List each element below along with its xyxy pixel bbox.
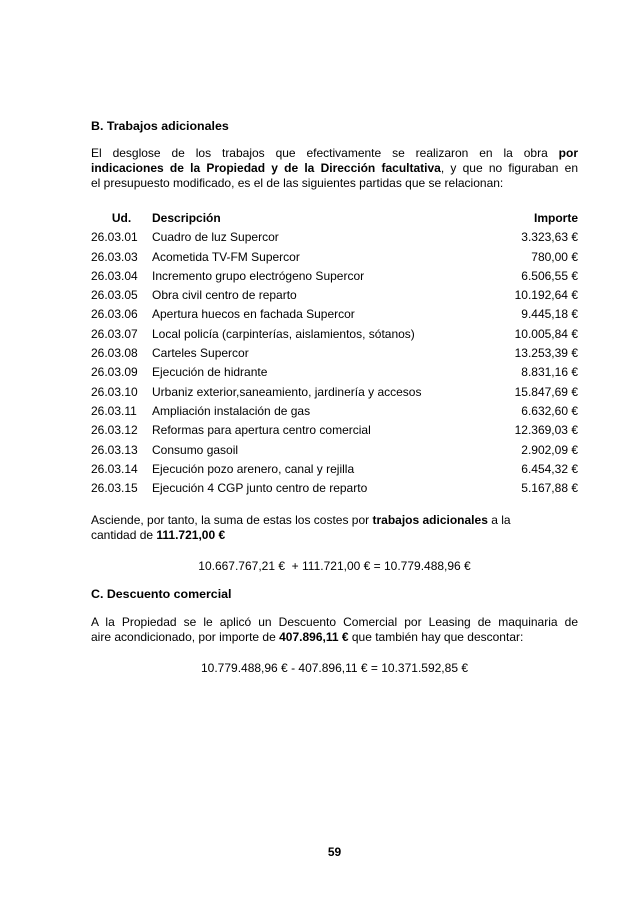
table-row bbox=[91, 248, 578, 267]
table-row bbox=[91, 421, 578, 440]
cell-ud: 26.03.06 bbox=[91, 307, 138, 322]
cell-importe: 6.506,55 € bbox=[521, 268, 578, 283]
bold-text: 111.721,00 € bbox=[156, 528, 226, 543]
cell-descripcion: Acometida TV-FM Supercor bbox=[152, 249, 300, 264]
table-row bbox=[91, 344, 578, 363]
cell-descripcion: Local policía (carpinterías, aislamientos, sótanos) bbox=[152, 326, 415, 341]
section-c-heading: C. Descuento comercial bbox=[91, 587, 232, 602]
cell-importe: 2.902,09 € bbox=[521, 442, 578, 457]
cell-ud: 26.03.04 bbox=[91, 268, 138, 283]
text-line bbox=[91, 146, 578, 161]
text: El desglose de los trabajos que efectivamente se realizaron en la obra bbox=[91, 146, 559, 160]
text: Asciende, por tanto, la suma de estas los costes por bbox=[91, 513, 373, 528]
bold-text: 407.896,11 € bbox=[279, 630, 349, 645]
table-row bbox=[91, 325, 578, 344]
cell-importe: 13.253,39 € bbox=[514, 346, 578, 361]
text: que también hay que descontar: bbox=[348, 630, 524, 645]
discount-formula: 10.779.488,96 € - 407.896,11 € = 10.371.592,85 € bbox=[200, 661, 468, 676]
cell-importe: 12.369,03 € bbox=[514, 423, 578, 438]
cell-descripcion: Apertura huecos en fachada Supercor bbox=[152, 307, 355, 322]
text: , y que no figuraban en bbox=[440, 161, 578, 175]
cell-ud: 26.03.14 bbox=[91, 461, 138, 476]
bold-text: trabajos adicionales bbox=[372, 513, 488, 528]
cell-ud: 26.03.15 bbox=[91, 481, 138, 496]
cell-descripcion: Ejecución 4 CGP junto centro de reparto bbox=[152, 481, 368, 496]
text-line bbox=[91, 161, 578, 176]
table-row bbox=[91, 402, 578, 421]
bold-text: indicaciones de la Propiedad y de la Dirección facultativa bbox=[91, 161, 441, 175]
table-row bbox=[91, 479, 578, 498]
cell-importe: 6.454,32 € bbox=[521, 461, 578, 476]
table-row bbox=[91, 267, 578, 286]
cell-ud: 26.03.03 bbox=[91, 249, 138, 264]
text-line bbox=[91, 176, 578, 191]
cell-descripcion: Carteles Supercor bbox=[152, 346, 249, 361]
cell-ud: 26.03.09 bbox=[91, 365, 138, 380]
table-row bbox=[91, 441, 578, 460]
table-row bbox=[91, 305, 578, 324]
text: cantidad de bbox=[91, 528, 157, 543]
table-body bbox=[91, 228, 578, 498]
cell-importe: 5.167,88 € bbox=[521, 481, 578, 496]
table-row bbox=[91, 460, 578, 479]
cell-ud: 26.03.11 bbox=[91, 403, 137, 418]
section-b-intro bbox=[91, 146, 578, 191]
cell-ud: 26.03.07 bbox=[91, 326, 138, 341]
cell-importe: 10.005,84 € bbox=[514, 326, 578, 341]
text-line bbox=[91, 615, 578, 630]
cell-descripcion: Incremento grupo electrógeno Supercor bbox=[152, 268, 365, 283]
text: aire acondicionado, por importe de bbox=[91, 630, 280, 645]
cell-descripcion: Reformas para apertura centro comercial bbox=[152, 423, 371, 438]
section-c-paragraph bbox=[91, 615, 578, 645]
text: el presupuesto modificado, es el de las siguientes partidas que se relacionan: bbox=[91, 176, 504, 190]
header-descripcion: Descripción bbox=[152, 211, 221, 225]
cell-ud: 26.03.05 bbox=[91, 288, 138, 303]
header-importe: Importe bbox=[533, 211, 578, 225]
cell-descripcion: Obra civil centro de reparto bbox=[152, 288, 297, 303]
cell-descripcion: Ejecución de hidrante bbox=[152, 365, 268, 380]
text-line bbox=[91, 630, 578, 645]
cell-ud: 26.03.01 bbox=[91, 230, 138, 245]
sum-formula: 10.667.767,21 € + 111.721,00 € = 10.779.488,96 € bbox=[198, 559, 471, 574]
cell-ud: 26.03.10 bbox=[91, 384, 138, 399]
cell-importe: 3.323,63 € bbox=[521, 230, 578, 245]
table-row bbox=[91, 286, 578, 305]
table-row bbox=[91, 363, 578, 382]
cell-importe: 6.632,60 € bbox=[521, 403, 578, 418]
section-b-heading: B. Trabajos adicionales bbox=[91, 119, 229, 133]
cell-descripcion: Urbaniz exterior,saneamiento, jardinería y accesos bbox=[152, 384, 422, 399]
cell-ud: 26.03.13 bbox=[91, 442, 138, 457]
additional-works-table bbox=[91, 209, 578, 498]
cell-ud: 26.03.08 bbox=[91, 346, 138, 361]
cell-descripcion: Ejecución pozo arenero, canal y rejilla bbox=[152, 461, 355, 476]
cell-descripcion: Cuadro de luz Supercor bbox=[152, 230, 279, 245]
cell-importe: 9.445,18 € bbox=[521, 307, 578, 322]
cell-descripcion: Ampliación instalación de gas bbox=[152, 403, 311, 418]
cell-importe: 10.192,64 € bbox=[514, 288, 578, 303]
text: A la Propiedad se le aplicó un Descuento Comercial por Leasing de maquinaria de bbox=[91, 615, 578, 630]
cell-ud: 26.03.12 bbox=[91, 423, 138, 438]
cell-importe: 15.847,69 € bbox=[514, 384, 578, 399]
page-number: 59 bbox=[327, 845, 342, 859]
table-row bbox=[91, 383, 578, 402]
text-line bbox=[91, 528, 578, 543]
bold-text: por bbox=[558, 146, 578, 160]
text: a la bbox=[487, 513, 511, 528]
table-header-row bbox=[91, 209, 578, 228]
header-ud: Ud. bbox=[111, 211, 132, 225]
cell-descripcion: Consumo gasoil bbox=[152, 442, 239, 457]
cell-importe: 8.831,16 € bbox=[521, 365, 578, 380]
section-b-summary bbox=[91, 513, 578, 543]
table-row bbox=[91, 228, 578, 247]
cell-importe: 780,00 € bbox=[531, 249, 578, 264]
text-line bbox=[91, 513, 578, 528]
